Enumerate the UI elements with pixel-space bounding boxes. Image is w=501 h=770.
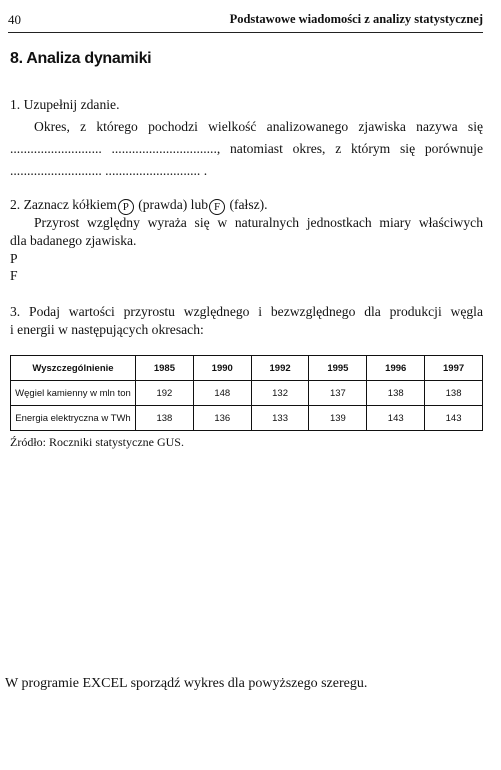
row-label: Węgiel kamienny w mln ton [11, 381, 136, 406]
table-row [11, 406, 483, 431]
q3-line1: 3. Podaj wartości przyrostu względnego i bezwzględnego dla produkcji węgla [10, 304, 483, 319]
table-row [11, 381, 483, 406]
q2-option-f: F [10, 268, 18, 283]
q3-line2: i energii w następujących okresach: [10, 322, 204, 337]
column-header: 1990 [193, 356, 251, 381]
table-cell: 143 [367, 406, 425, 431]
column-header: 1996 [367, 356, 425, 381]
section-title: 8. Analiza dynamiki [10, 50, 152, 67]
table-cell: 143 [425, 406, 483, 431]
page-header [8, 10, 483, 33]
column-header: 1997 [425, 356, 483, 381]
q2-option-p: P [10, 251, 18, 266]
q1-line3: ........................... ............................ . [10, 163, 208, 178]
page-number: 40 [8, 12, 21, 27]
column-header: 1985 [136, 356, 194, 381]
table-cell: 138 [425, 381, 483, 406]
excel-task: W programie EXCEL sporządź wykres dla powyższego szeregu. [5, 676, 368, 691]
running-title: Podstawowe wiadomości z analizy statystycznej [229, 12, 483, 26]
table-cell: 133 [251, 406, 309, 431]
source-note: Źródło: Roczniki statystyczne GUS. [10, 435, 184, 449]
column-header: 1995 [309, 356, 367, 381]
q2-title [10, 195, 483, 215]
q2-title-post: (fałsz). [229, 197, 268, 212]
circled-p-icon: P [118, 199, 134, 215]
row-label: Energia elektryczna w TWh [11, 406, 136, 431]
table-cell: 138 [136, 406, 194, 431]
q1-line1: Okres, z którego pochodzi wielkość analizowanego zjawiska nazywa się [34, 119, 483, 134]
q2-statement-line2: dla badanego zjawiska. [10, 233, 137, 248]
table-cell: 148 [193, 381, 251, 406]
data-table [10, 355, 483, 431]
q2-title-pre: 2. Zaznacz kółkiem [10, 197, 117, 212]
table-cell: 192 [136, 381, 194, 406]
q2-title-mid: (prawda) lub [138, 197, 209, 212]
table-cell: 139 [309, 406, 367, 431]
column-header: Wyszczególnienie [11, 356, 136, 381]
q2-statement-line1: Przyrost względny wyraża się w naturalnych jednostkach miary właściwych [34, 215, 483, 230]
circled-f-icon: F [209, 199, 225, 215]
table-cell: 138 [367, 381, 425, 406]
table-cell: 132 [251, 381, 309, 406]
table-cell: 137 [309, 381, 367, 406]
column-header: 1992 [251, 356, 309, 381]
table-header-row [11, 356, 483, 381]
table-cell: 136 [193, 406, 251, 431]
q1-title: 1. Uzupełnij zdanie. [10, 97, 120, 112]
q1-line2: ........................... ..............................., natomiast okres, z którym się porównuje [10, 141, 483, 156]
